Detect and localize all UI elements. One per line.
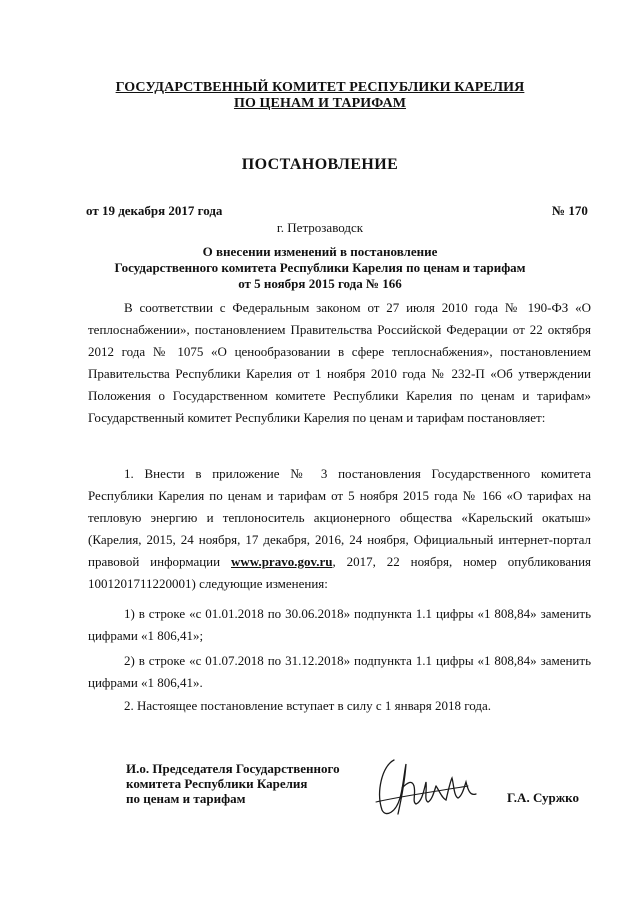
subitem1-paragraph: 1) в строке «с 01.01.2018 по 30.06.2018» подпункта 1.1 цифры «1 808,84» заменить цифрами «1 806,41»; — [88, 606, 591, 643]
item1-text-start: 1. Внести в приложение № 3 постановления Государственного комитета Республики Карелия по ценам и тарифам от 5 ноября 2015 года № 166 «О тарифах на тепловую энергию и теплоноситель акционерного общества «Карельский окатыш» (Карелия, 2015, 24 ноября, 17 декабря, 2016, 24 ноября, Официальный интернет-портал правовой информации — [88, 466, 591, 569]
document-type-title: ПОСТАНОВЛЕНИЕ — [241, 156, 399, 173]
signatory-position-line3: по ценам и тарифам — [126, 791, 246, 806]
document-subject — [0, 244, 640, 292]
document-date: от 19 декабря 2017 года — [86, 203, 223, 218]
subject-line2: Государственного комитета Республики Карелия по ценам и тарифам — [114, 260, 526, 275]
signatory-position-line1: И.о. Председателя Государственного — [126, 761, 340, 776]
handwritten-signature — [372, 752, 482, 822]
item2-paragraph: 2. Настоящее постановление вступает в силу с 1 января 2018 года. — [124, 698, 492, 713]
pravo-link[interactable]: www.pravo.gov.ru — [231, 554, 333, 569]
document-city: г. Петрозаводск — [276, 220, 364, 235]
document-number: № 170 — [552, 203, 588, 218]
subject-line3: от 5 ноября 2015 года № 166 — [238, 276, 402, 291]
organization-name-line1: ГОСУДАРСТВЕННЫЙ КОМИТЕТ РЕСПУБЛИКИ КАРЕЛИЯ — [115, 80, 525, 95]
organization-header — [0, 80, 640, 112]
item1-paragraph — [88, 463, 591, 595]
subitem2-paragraph: 2) в строке «с 01.07.2018 по 31.12.2018» подпункта 1.1 цифры «1 808,84» заменить цифрами «1 806,41». — [88, 653, 591, 690]
item1-text-end: , 2017, 22 ноября, номер опубликования 1001201711220001) следующие изменения: — [88, 554, 592, 591]
signatory-name: Г.А. Суржко — [507, 790, 579, 805]
subject-line1: О внесении изменений в постановление — [202, 244, 438, 259]
organization-name-line2: ПО ЦЕНАМ И ТАРИФАМ — [233, 96, 407, 111]
intro-paragraph: В соответствии с Федеральным законом от 27 июля 2010 года № 190-ФЗ «О теплоснабжении», постановлением Правительства Российской Федерации от 22 октября 2012 года № 1075 «О ценообразовании в сфере теплоснабжения», постановлением Правительства Республики Карелия от 1 ноября 2010 года № 232-П «Об утверждении Положения о Государственном комитете Республики Карелия по ценам и тарифам» Государственный комитет Республики Карелия по ценам и тарифам постановляет: — [88, 300, 591, 425]
signatory-position — [126, 761, 340, 806]
signatory-position-line2: комитета Республики Карелия — [126, 776, 308, 791]
